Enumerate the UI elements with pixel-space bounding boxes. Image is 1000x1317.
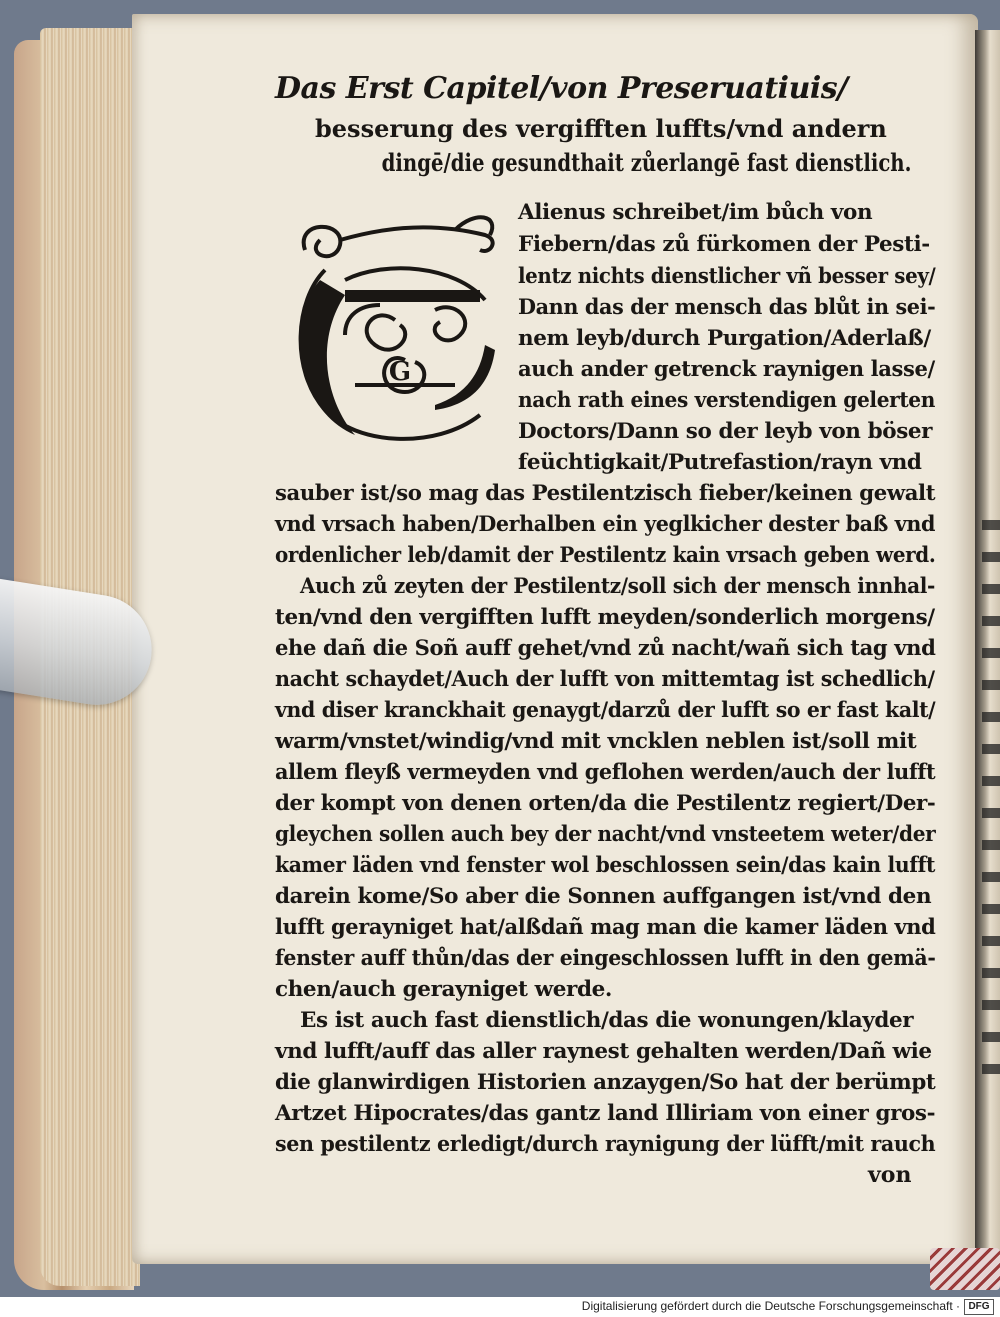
text-line: nacht schaydet/Auch der lufft von mittemtag ist schedlich/ bbox=[275, 667, 935, 692]
facing-page-text-fragment bbox=[982, 520, 1000, 1080]
text-line: lentz nichts dienstlicher vñ besser sey/ bbox=[518, 264, 936, 289]
text-line: Alienus schreibet/im bůch von bbox=[518, 200, 873, 225]
text-line: fenster auff thůn/das der eingeschlossen lufft in den gemä- bbox=[275, 946, 936, 971]
binding-ribbon bbox=[930, 1248, 1000, 1290]
text-line: nach rath eines verstendigen gelerten bbox=[518, 388, 936, 413]
text-line: Artzet Hipocrates/das gantz land Illiriam von einer gros- bbox=[275, 1101, 936, 1126]
text-line: auch ander getrenck raynigen lasse/ bbox=[518, 357, 935, 382]
text-line: Fiebern/das zů fürkomen der Pesti- bbox=[518, 232, 930, 257]
text-line: gleychen sollen auch bey der nacht/vnd vnsteetem weter/der bbox=[275, 822, 936, 847]
text-line: Es ist auch fast dienstlich/das die wonungen/klayder bbox=[300, 1008, 914, 1033]
decorated-initial-g bbox=[285, 210, 515, 455]
text-line: chen/auch gerayniget werde. bbox=[275, 977, 612, 1002]
text-line: ehe dañ die Soñ auff gehet/vnd zů nacht/wañ sich tag vnd bbox=[275, 636, 936, 661]
text-line: allem fleyß vermeyden vnd geflohen werden/auch der lufft bbox=[275, 760, 936, 785]
text-line: darein kome/So aber die Sonnen auffgangen ist/vnd den bbox=[275, 884, 932, 909]
chapter-subtitle-line-2: dingē/die gesundthait zůerlangē fast dienstlich. bbox=[381, 148, 912, 177]
footer-bar bbox=[0, 1297, 1000, 1317]
text-line: sauber ist/so mag das Pestilentzisch fieber/keinen gewalt bbox=[275, 481, 936, 506]
text-line: ordenlicher leb/damit der Pestilentz kain vrsach geben werd. bbox=[275, 543, 936, 568]
text-line: vnd diser kranckhait genaygt/darzů der lufft so er fast kalt/ bbox=[275, 698, 936, 723]
text-line: der kompt von denen orten/da die Pestilentz regiert/Der- bbox=[275, 791, 936, 816]
text-line: Dann das der mensch das blůt in sei- bbox=[518, 295, 936, 320]
catchword: von bbox=[868, 1162, 912, 1188]
chapter-title: Das Erst Capitel/von Preseruatiuis/ bbox=[275, 71, 848, 106]
text-line: kamer läden vnd fenster wol beschlossen sein/das kain lufft bbox=[275, 853, 936, 878]
text-line: vnd lufft/auff das aller raynest gehalten werden/Dañ wie bbox=[275, 1039, 932, 1064]
chapter-header bbox=[275, 70, 935, 180]
funding-credit: Digitalisierung gefördert durch die Deutsche Forschungsgemeinschaft · bbox=[581, 1299, 960, 1313]
chapter-subtitle-line-1: besserung des vergifften luffts/vnd andern bbox=[315, 114, 887, 143]
text-line: vnd vrsach haben/Derhalben ein yeglkicher dester baß vnd bbox=[275, 512, 936, 537]
text-line: ten/vnd den vergifften lufft meyden/sonderlich morgens/ bbox=[275, 605, 935, 630]
text-line: Auch zů zeyten der Pestilentz/soll sich der mensch innhal- bbox=[300, 574, 935, 599]
text-line: nem leyb/durch Purgation/Aderlaß/ bbox=[518, 326, 931, 351]
text-line: Doctors/Dann so der leyb von böser bbox=[518, 419, 933, 444]
initial-letter-text: G bbox=[388, 357, 412, 387]
text-line: lufft gerayniget hat/alßdañ mag man die kamer läden vnd bbox=[275, 915, 936, 940]
text-line: die glanwirdigen Historien anzaygen/So hat der berümpt bbox=[275, 1070, 936, 1095]
text-line: feüchtigkait/Putrefastion/rayn vnd bbox=[518, 450, 922, 475]
text-line: warm/vnstet/windig/vnd mit vncklen neblen ist/soll mit bbox=[275, 729, 917, 754]
text-line: sen pestilentz erledigt/durch raynigung der lüfft/mit rauch bbox=[275, 1132, 936, 1157]
dfg-logo-icon: DFG bbox=[964, 1299, 994, 1315]
